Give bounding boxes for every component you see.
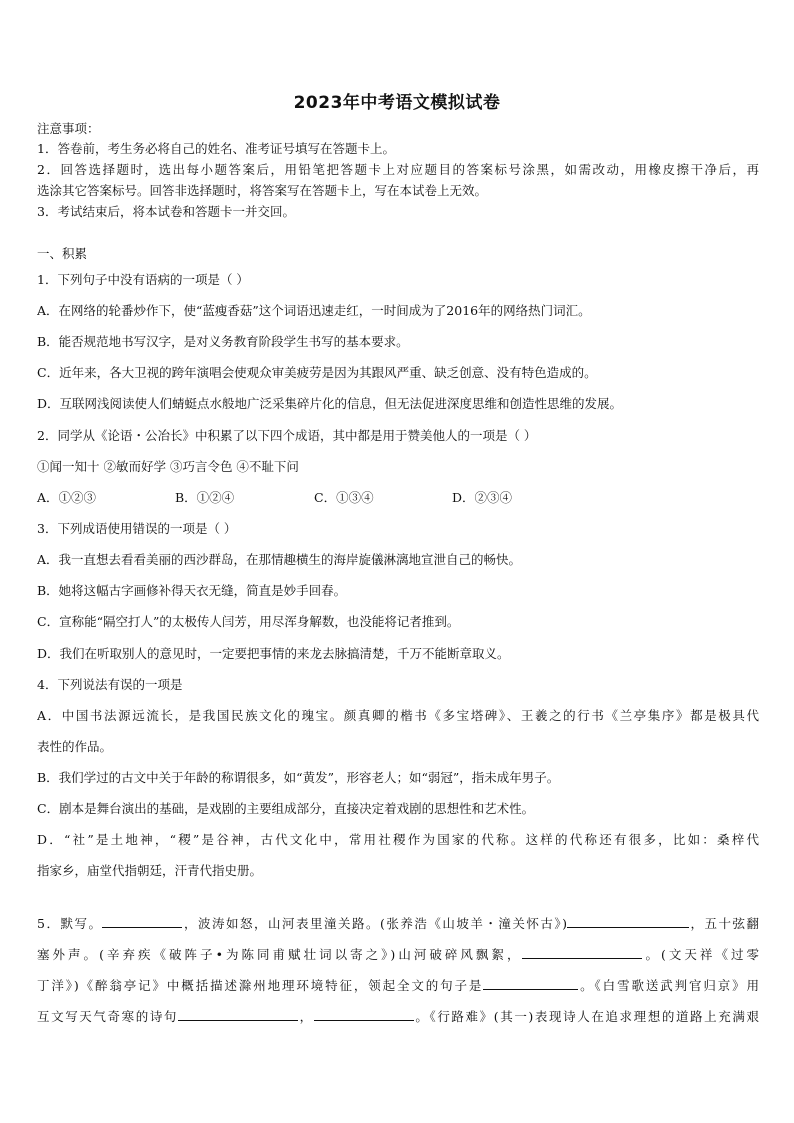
notice-item-3: 3．考试结束后，将本试卷和答题卡一并交回。: [37, 204, 295, 219]
q5-blank-3[interactable]: [522, 945, 642, 959]
q5-text: ，五十弦翻: [689, 916, 759, 931]
q5-text: 。(文天祥《过零: [642, 947, 759, 962]
notice-item-1: 1．答卷前，考生务必将自己的姓名、准考证号填写在答题卡上。: [37, 141, 395, 156]
exam-title: 2023年中考语文模拟试卷: [293, 93, 501, 113]
q3-option-b: B．她将这幅古字画修补得天衣无缝，简直是妙手回春。: [37, 583, 347, 598]
q2-option-b: B．①②④: [175, 490, 235, 505]
q5-line-2: [37, 945, 759, 964]
q1-stem: 1．下列句子中没有语病的一项是（ ）: [37, 272, 249, 287]
q3-stem: 3．下列成语使用错误的一项是（ ）: [37, 521, 237, 536]
q2-idioms: ①闻一知十 ②敏而好学 ③巧言令色 ④不耻下问: [37, 459, 299, 474]
q2-option-a: A．①②③: [37, 490, 97, 505]
q5-line-4: [37, 1007, 759, 1026]
q4-stem: 4．下列说法有误的一项是: [37, 677, 183, 692]
q4-option-a-line-1: A．中国书法源远流长，是我国民族文化的瑰宝。颜真卿的楷书《多宝塔碑》、王羲之的行书《兰亭集序》都是极具代: [37, 708, 759, 723]
q5-blank-6[interactable]: [314, 1007, 414, 1021]
q2-option-d: D．②③④: [452, 490, 513, 505]
section-heading: 一、积累: [37, 246, 88, 261]
q1-option-b: B．能否规范地书写汉字，是对义务教育阶段学生书写的基本要求。: [37, 334, 409, 349]
q5-text: ，波涛如怒，山河表里潼关路。(张养浩《山坡羊・潼关怀古》): [182, 916, 567, 931]
q1-option-a: A．在网络的轮番炒作下，使“蓝瘦香菇”这个词语迅速走红，一时间成为了2016年的网络热门词汇。: [37, 303, 591, 318]
q5-text: 塞外声。(辛弃疾《破阵子•为陈同甫赋壮词以寄之》)山河破碎风飘絮，: [37, 947, 523, 962]
q4-option-a-line-2: 表性的作品。: [37, 739, 113, 754]
q4-option-d-line-1: D．“社”是土地神，“稷”是谷神，古代文化中，常用社稷作为国家的代称。这样的代称还有很多，比如：桑梓代: [37, 832, 759, 847]
q5-line-3: [37, 976, 759, 995]
notice-item-2-line-2: 选涂其它答案标号。回答非选择题时，将答案写在答题卡上，写在本试卷上无效。: [37, 183, 488, 198]
q5-blank-5[interactable]: [178, 1007, 298, 1021]
notice-item-2-line-1: 2．回答选择题时，选出每小题答案后，用铅笔把答题卡上对应题目的答案标号涂黑，如需改动，用橡皮擦干净后，再: [37, 162, 759, 177]
q4-option-c: C．剧本是舞台演出的基础，是戏剧的主要组成部分，直接决定着戏剧的思想性和艺术性。: [37, 801, 535, 816]
notice-heading: 注意事项：: [37, 121, 100, 136]
q5-blank-1[interactable]: [102, 914, 182, 928]
q5-line-1: [37, 914, 759, 933]
q5-text: 。《白雪歌送武判官归京》用: [578, 978, 759, 993]
q5-text: 丁洋》)《醉翁亭记》中概括描述滁州地理环境特征，领起全文的句子是: [37, 978, 484, 993]
q3-option-d: D．我们在听取别人的意见时，一定要把事情的来龙去脉搞清楚，千万不能断章取义。: [37, 646, 510, 661]
q3-option-c: C．宣称能“隔空打人”的太极传人闫芳，用尽浑身解数，也没能将记者推到。: [37, 614, 460, 629]
q4-option-b: B．我们学过的古文中关于年龄的称谓很多，如“黄发”，形容老人；如“弱冠”，指未成年男子。: [37, 770, 560, 785]
q5-text: 互文写天气奇寒的诗句: [37, 1009, 179, 1024]
q5-text: 5．默写。: [37, 916, 103, 931]
q3-option-a: A．我一直想去看看美丽的西沙群岛，在那情趣横生的海岸旋儀淋漓地宣泄自己的畅快。: [37, 552, 522, 567]
q1-option-c: C．近年来，各大卫视的跨年演唱会使观众审美疲劳是因为其跟风严重、缺乏创意、没有特色造成的。: [37, 365, 597, 380]
q5-text: 。《行路难》(其一)表现诗人在追求理想的道路上充满艰: [413, 1009, 759, 1024]
q1-option-d: D．互联网浅阅读使人们蜻蜓点水般地广泛采集碎片化的信息，但无法促进深度思维和创造性思维的发展。: [37, 396, 623, 411]
q5-blank-2[interactable]: [567, 914, 689, 928]
q2-option-c: C．①③④: [314, 490, 374, 505]
q5-text: ，: [298, 1009, 314, 1024]
q2-stem: 2．同学从《论语・公冶长》中积累了以下四个成语，其中都是用于赞美他人的一项是（ ）: [37, 428, 537, 443]
q4-option-d-line-2: 指家乡，庙堂代指朝廷，汗青代指史册。: [37, 863, 263, 878]
q5-blank-4[interactable]: [483, 976, 578, 990]
